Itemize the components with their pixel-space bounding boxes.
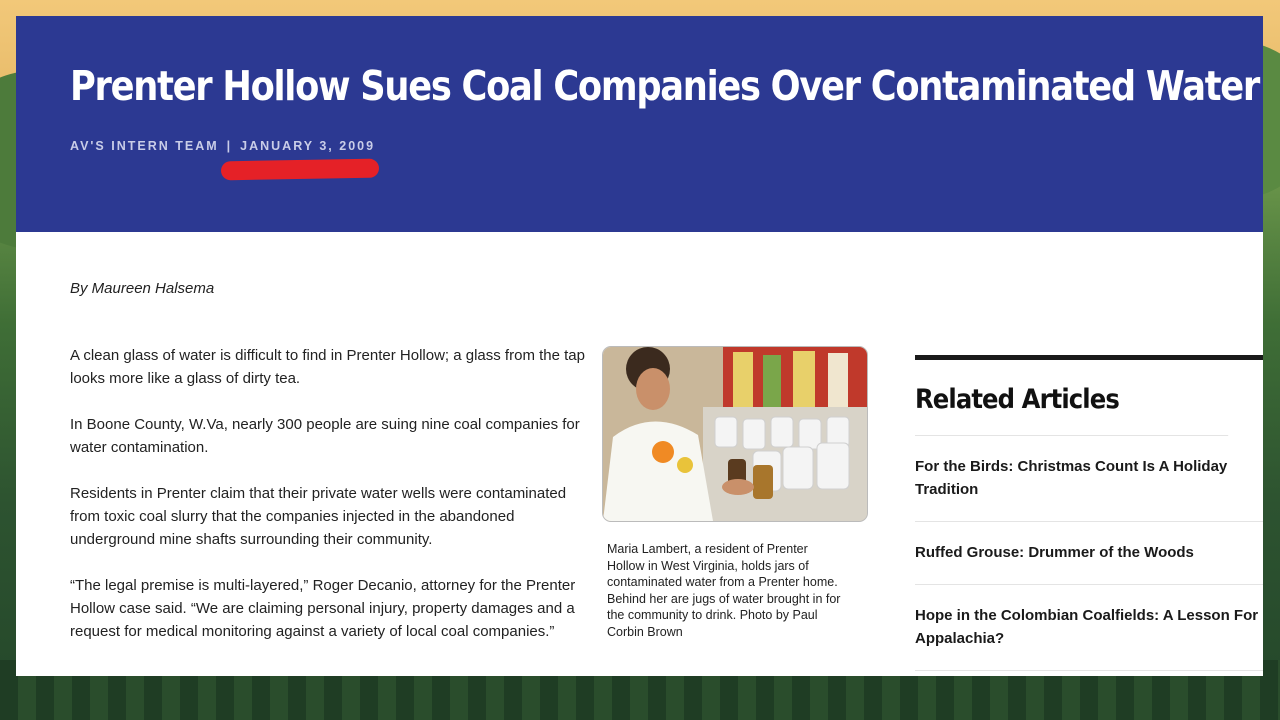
paragraph: In Boone County, W.Va, nearly 300 people are suing nine coal companies for water contamination. bbox=[70, 416, 580, 456]
byline: By Maureen Halsema bbox=[70, 280, 215, 297]
photo-caption: Maria Lambert, a resident of Prenter Hollow in West Virginia, holds jars of contaminated water from a Prenter home. Behind her are jugs of water brought in for the community to drink. Photo by Paul Corbin Brown bbox=[607, 542, 841, 639]
related-link[interactable] bbox=[915, 585, 1263, 671]
publish-date: JANUARY 3, 2009 bbox=[240, 139, 376, 153]
related-link-line: For the Birds: Christmas Count Is A Holiday bbox=[915, 458, 1228, 475]
related-articles bbox=[915, 355, 1263, 671]
related-link-line: Hope in the Colombian Coalfields: A Lesson For bbox=[915, 607, 1259, 624]
related-link[interactable] bbox=[915, 436, 1263, 522]
article-body bbox=[70, 344, 585, 666]
related-link-line: Appalachia? bbox=[915, 630, 1005, 647]
article-header-banner bbox=[16, 16, 1263, 232]
related-link-line: Ruffed Grouse: Drummer of the Woods bbox=[915, 544, 1194, 561]
article-card bbox=[16, 16, 1263, 676]
author-team[interactable]: AV'S INTERN TEAM bbox=[70, 139, 219, 153]
paragraph: Residents in Prenter claim that their private water wells were contaminated from toxic coal slurry that the companies injected in the abandoned underground mine shafts surrounding their community. bbox=[70, 485, 567, 548]
paragraph: A clean glass of water is difficult to find in Prenter Hollow; a glass from the tap looks more like a glass of dirty tea. bbox=[70, 347, 585, 387]
article-meta bbox=[70, 139, 375, 153]
meta-separator: | bbox=[226, 139, 233, 153]
related-link-line: Tradition bbox=[915, 481, 979, 498]
related-heading: Related Articles bbox=[915, 360, 1228, 436]
red-underline-highlight bbox=[221, 159, 379, 181]
article-title: Prenter Hollow Sues Coal Companies Over Contaminated Water bbox=[70, 62, 1260, 110]
article-photo bbox=[602, 346, 868, 522]
related-link[interactable] bbox=[915, 522, 1263, 585]
paragraph: “The legal premise is multi-layered,” Roger Decanio, attorney for the Prenter Hollow case said. “We are claiming personal injury, property damages and a request for medical monitoring against a variety of local coal companies.” bbox=[70, 577, 576, 640]
